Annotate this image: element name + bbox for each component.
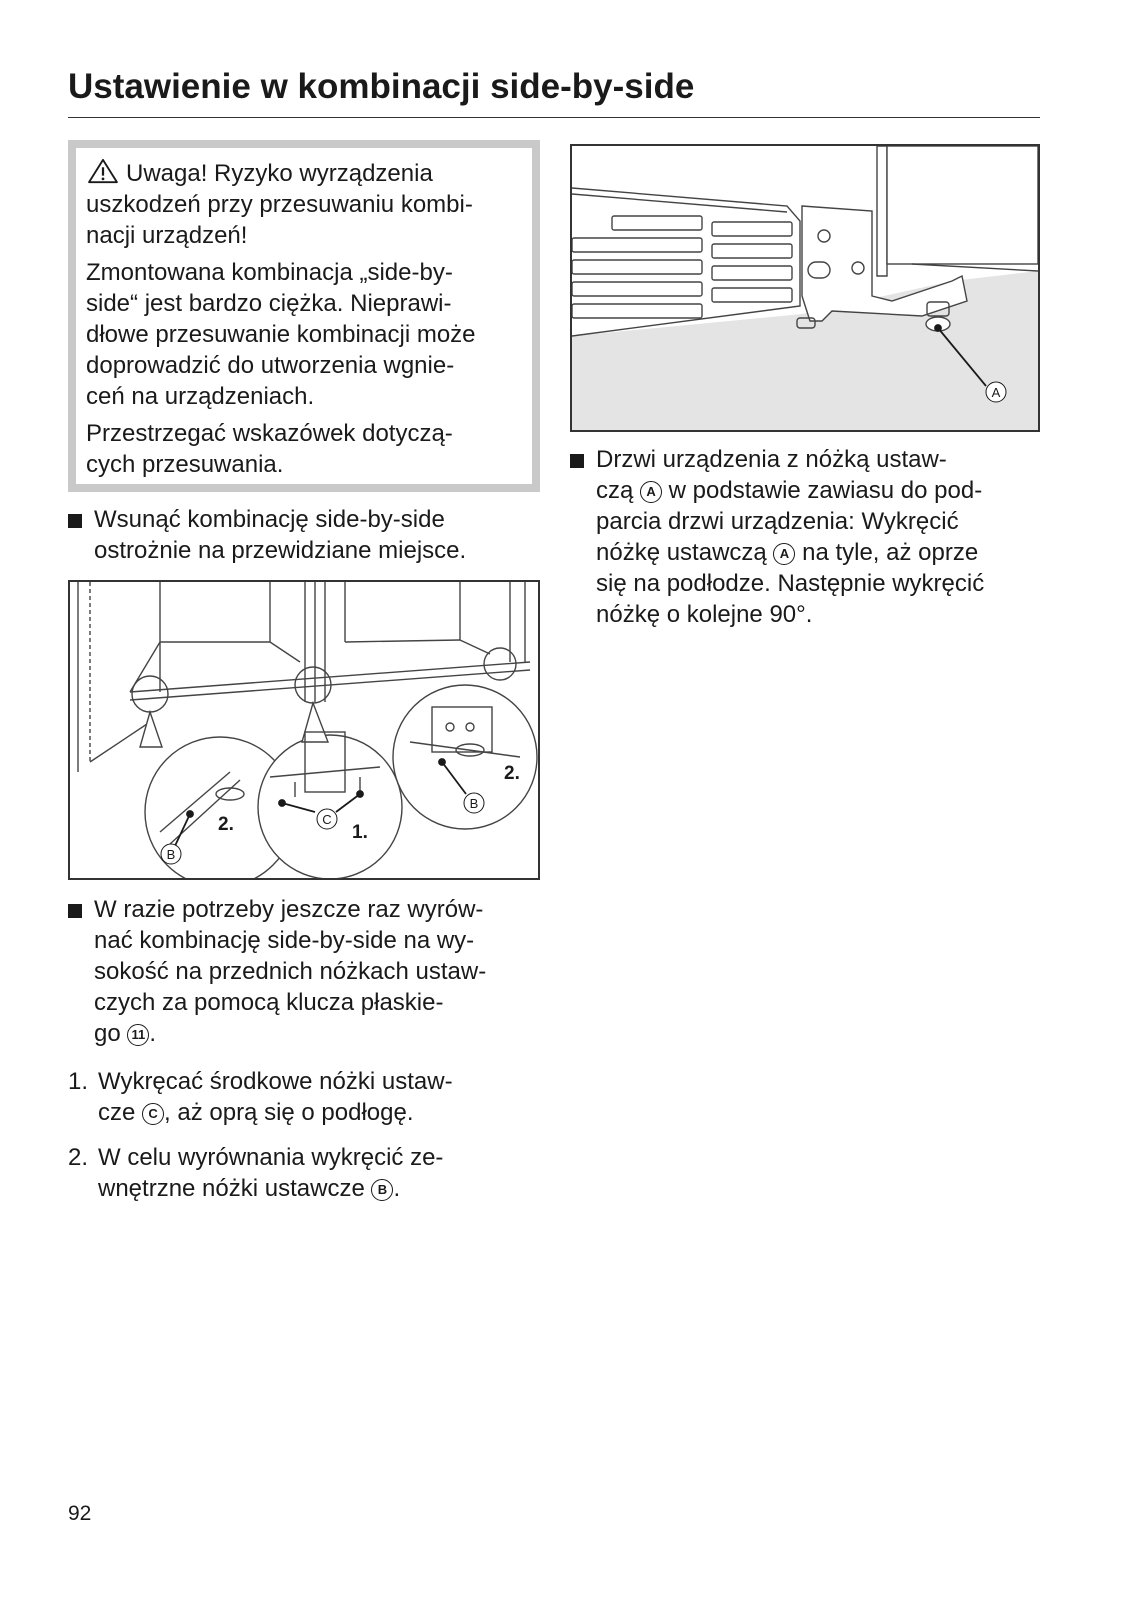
step-door-line-2-prefix: czą [596, 477, 641, 504]
step-level-line-4: czych za pomocą klucza płaskie- [94, 989, 444, 1016]
step-door-line-1: Drzwi urządzenia z nóżką ustaw- [596, 446, 947, 473]
step-2-line-1: W celu wyrównania wykręcić ze- [98, 1144, 444, 1171]
step-door-line-6: nóżkę o kolejne 90°. [596, 601, 813, 628]
illustration-door-hinge-foot [570, 144, 1040, 432]
step-door-line-2-suffix: w podstawie zawiasu do pod- [662, 477, 983, 504]
step-2-line-2-suffix: . [393, 1175, 401, 1202]
step-slide-item [68, 504, 540, 566]
warning-heading-line-1: Uwaga! Ryzyko wyrządzenia [126, 160, 433, 187]
door-hinge-foot-drawing [572, 146, 1038, 430]
warning-box [68, 140, 540, 492]
warning-body-line-1: Zmontowana kombinacja „side-by- [86, 259, 453, 286]
step-slide-line-1: Wsunąć kombinację side-by-side [94, 506, 445, 533]
bullet-square-icon [570, 454, 584, 468]
step-level-line-1: W razie potrzeby jeszcze raz wyrów- [94, 896, 484, 923]
step-1-line-1: Wykręcać środkowe nóżki ustaw- [98, 1068, 453, 1095]
step-level-line-2: nać kombinację side-by-side na wy- [94, 927, 475, 954]
step-level-item [68, 894, 540, 1049]
numbered-steps [68, 1066, 540, 1218]
warning-content [76, 148, 532, 484]
warning-advice [86, 418, 522, 480]
step-1-line-2-prefix: cze [98, 1099, 143, 1126]
step-level [68, 894, 540, 1049]
step-number-2: 2. [68, 1144, 89, 1171]
ref-c-marker: C [142, 1103, 164, 1125]
step-door-line-4-suffix: na tyle, aż oprze [795, 539, 979, 566]
numbered-step-2 [68, 1142, 540, 1204]
ref-a-marker-2: A [773, 543, 795, 565]
step-door-line-5: się na podłodze. Następnie wykręcić [596, 570, 985, 597]
warning-heading-line-3: nacji urządzeń! [86, 222, 248, 249]
step-door-line-3: parcia drzwi urządzenia: Wykręcić [596, 508, 959, 535]
label-c: C [322, 812, 332, 827]
warning-body-line-2: side“ jest bardzo ciężka. Nieprawi- [86, 290, 452, 317]
step-slide [68, 504, 540, 566]
step-level-line-5-prefix: go [94, 1020, 128, 1047]
ref-a-marker-1: A [640, 481, 662, 503]
leveling-feet-drawing [70, 582, 538, 878]
numbered-step-1 [68, 1066, 540, 1128]
warning-heading-line-2: uszkodzeń przy przesuwaniu kombi- [86, 191, 473, 218]
warning-triangle-icon [86, 158, 120, 184]
label-a: A [991, 385, 1001, 400]
step-level-line-3: sokość na przednich nóżkach ustaw- [94, 958, 487, 985]
step-level-line-5-suffix: . [149, 1020, 157, 1047]
illustration-leveling-feet [68, 580, 540, 880]
bullet-square-icon [68, 514, 82, 528]
ref-b-marker: B [371, 1179, 393, 1201]
label-step-2-right: 2. [504, 763, 520, 784]
step-door-item [570, 444, 1040, 630]
warning-body [86, 257, 522, 412]
step-number-1: 1. [68, 1068, 89, 1095]
warning-advice-line-2: cych przesuwania. [86, 451, 284, 478]
page-number: 92 [68, 1502, 92, 1525]
warning-body-line-3: dłowe przesuwanie kombinacji może [86, 321, 476, 348]
step-2-line-2-prefix: wnętrzne nóżki ustawcze [98, 1175, 372, 1202]
warning-heading [86, 158, 522, 251]
page-title: Ustawienie w kombinacji side-by-side [68, 67, 695, 106]
warning-body-line-4: doprowadzić do utworzenia wgnie- [86, 352, 455, 379]
warning-body-line-5: ceń na urządzeniach. [86, 383, 315, 410]
bullet-square-icon [68, 904, 82, 918]
label-step-1: 1. [352, 822, 368, 843]
label-b-left: B [166, 847, 176, 862]
step-door-line-4-prefix: nóżkę ustawczą [596, 539, 774, 566]
label-b-right: B [469, 796, 479, 811]
title-divider [68, 117, 1040, 118]
step-door [570, 444, 1040, 630]
ref-11-marker: 11 [127, 1024, 149, 1046]
label-step-2-left: 2. [218, 814, 234, 835]
warning-advice-line-1: Przestrzegać wskazówek dotyczą- [86, 420, 453, 447]
step-1-line-2-suffix: , aż oprą się o podłogę. [164, 1099, 414, 1126]
step-slide-line-2: ostrożnie na przewidziane miejsce. [94, 537, 467, 564]
